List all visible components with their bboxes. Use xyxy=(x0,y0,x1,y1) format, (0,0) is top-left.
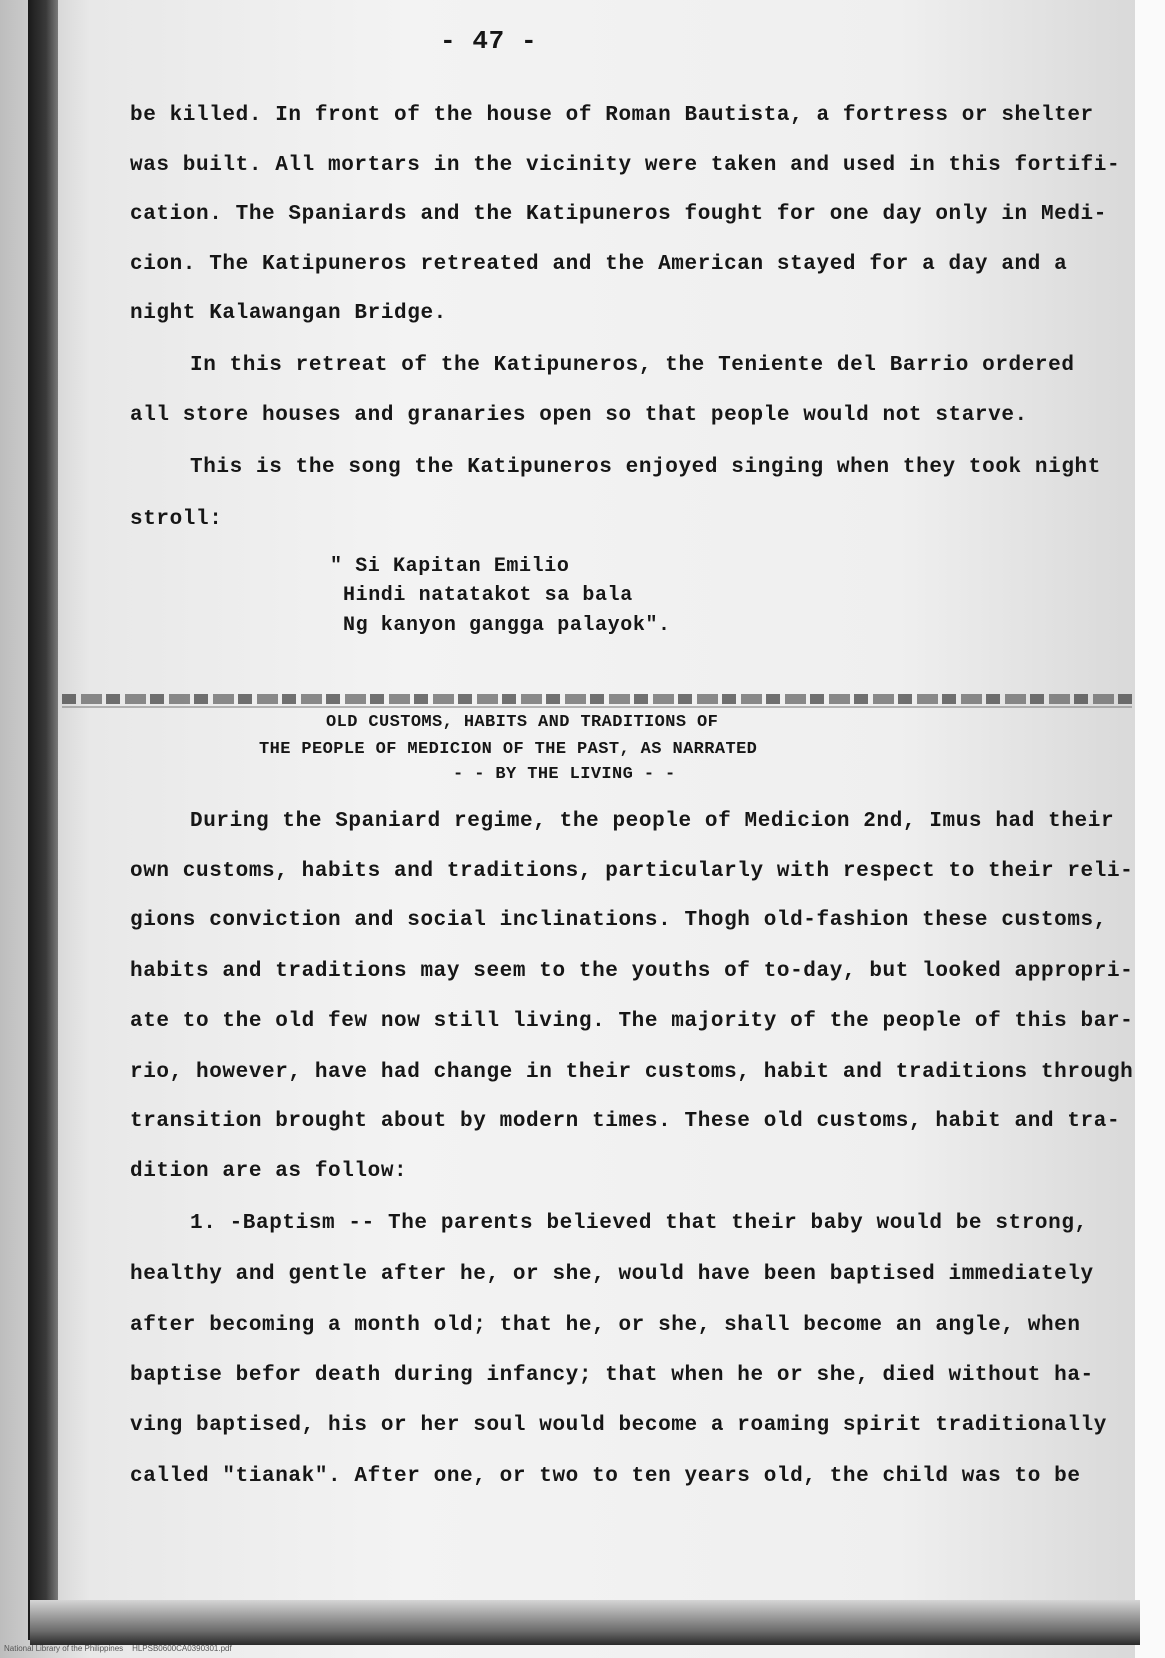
paragraph1-line: cation. The Spaniards and the Katipuneros fought for one day only in Medi- xyxy=(130,203,1107,226)
section-heading-line: THE PEOPLE OF MEDICION OF THE PAST, AS NARRATED xyxy=(259,740,758,759)
paragraph3-line: This is the song the Katipuneros enjoyed singing when they took night xyxy=(190,456,1101,479)
page-margin-right xyxy=(1135,0,1165,1658)
paragraph2-line: In this retreat of the Katipuneros, the Teniente del Barrio ordered xyxy=(190,354,1075,377)
page-number: - 47 - xyxy=(440,26,538,56)
paragraph5-line: healthy and gentle after he, or she, would have been baptised immediately xyxy=(130,1263,1094,1286)
paragraph4-line: rio, however, have had change in their customs, habit and traditions through xyxy=(130,1061,1134,1084)
paragraph4-line: habits and traditions may seem to the youths of to-day, but looked appropri- xyxy=(130,960,1134,983)
binding-shadow xyxy=(28,0,58,1640)
paragraph5-line: 1. -Baptism -- The parents believed that their baby would be strong, xyxy=(190,1212,1088,1235)
song-line: Hindi natatakot sa bala xyxy=(343,584,633,607)
paragraph1-line: cion. The Katipuneros retreated and the American stayed for a day and a xyxy=(130,253,1068,276)
paragraph5-line: baptise befor death during infancy; that when he or she, died without ha- xyxy=(130,1364,1094,1387)
paragraph4-line: own customs, habits and traditions, particularly with respect to their reli- xyxy=(130,860,1134,883)
torn-divider-line xyxy=(62,706,1132,708)
paragraph4-line: dition are as follow: xyxy=(130,1160,408,1183)
paragraph2-line: all store houses and granaries open so that people would not starve. xyxy=(130,404,1028,427)
section-heading-line: - - BY THE LIVING - - xyxy=(453,765,676,784)
paragraph5-line: called "tianak". After one, or two to ten years old, the child was to be xyxy=(130,1465,1081,1488)
paragraph4-line: ate to the old few now still living. The majority of the people of this bar- xyxy=(130,1010,1134,1033)
paragraph1-line: night Kalawangan Bridge. xyxy=(130,302,447,325)
song-line: Ng kanyon gangga palayok". xyxy=(343,614,671,637)
song-line: " Si Kapitan Emilio xyxy=(330,555,570,578)
paragraph3-line: stroll: xyxy=(130,508,223,531)
section-heading-line: OLD CUSTOMS, HABITS AND TRADITIONS OF xyxy=(326,713,719,732)
paragraph1-line: be killed. In front of the house of Roman Bautista, a fortress or shelter xyxy=(130,104,1094,127)
paragraph5-line: ving baptised, his or her soul would become a roaming spirit traditionally xyxy=(130,1414,1107,1437)
paragraph4-line: gions conviction and social inclinations. Thogh old-fashion these customs, xyxy=(130,909,1107,932)
paragraph4-line: transition brought about by modern times. These old customs, habit and tra- xyxy=(130,1110,1121,1133)
paragraph1-line: was built. All mortars in the vicinity were taken and used in this fortifi- xyxy=(130,154,1121,177)
page-bottom-edge xyxy=(30,1600,1140,1645)
footer-caption: National Library of the Philippines HLPSB0600CA0390301.pdf xyxy=(4,1644,232,1653)
torn-divider xyxy=(62,694,1132,704)
paragraph5-line: after becoming a month old; that he, or she, shall become an angle, when xyxy=(130,1314,1081,1337)
paragraph4-line: During the Spaniard regime, the people of Medicion 2nd, Imus had their xyxy=(190,810,1115,833)
